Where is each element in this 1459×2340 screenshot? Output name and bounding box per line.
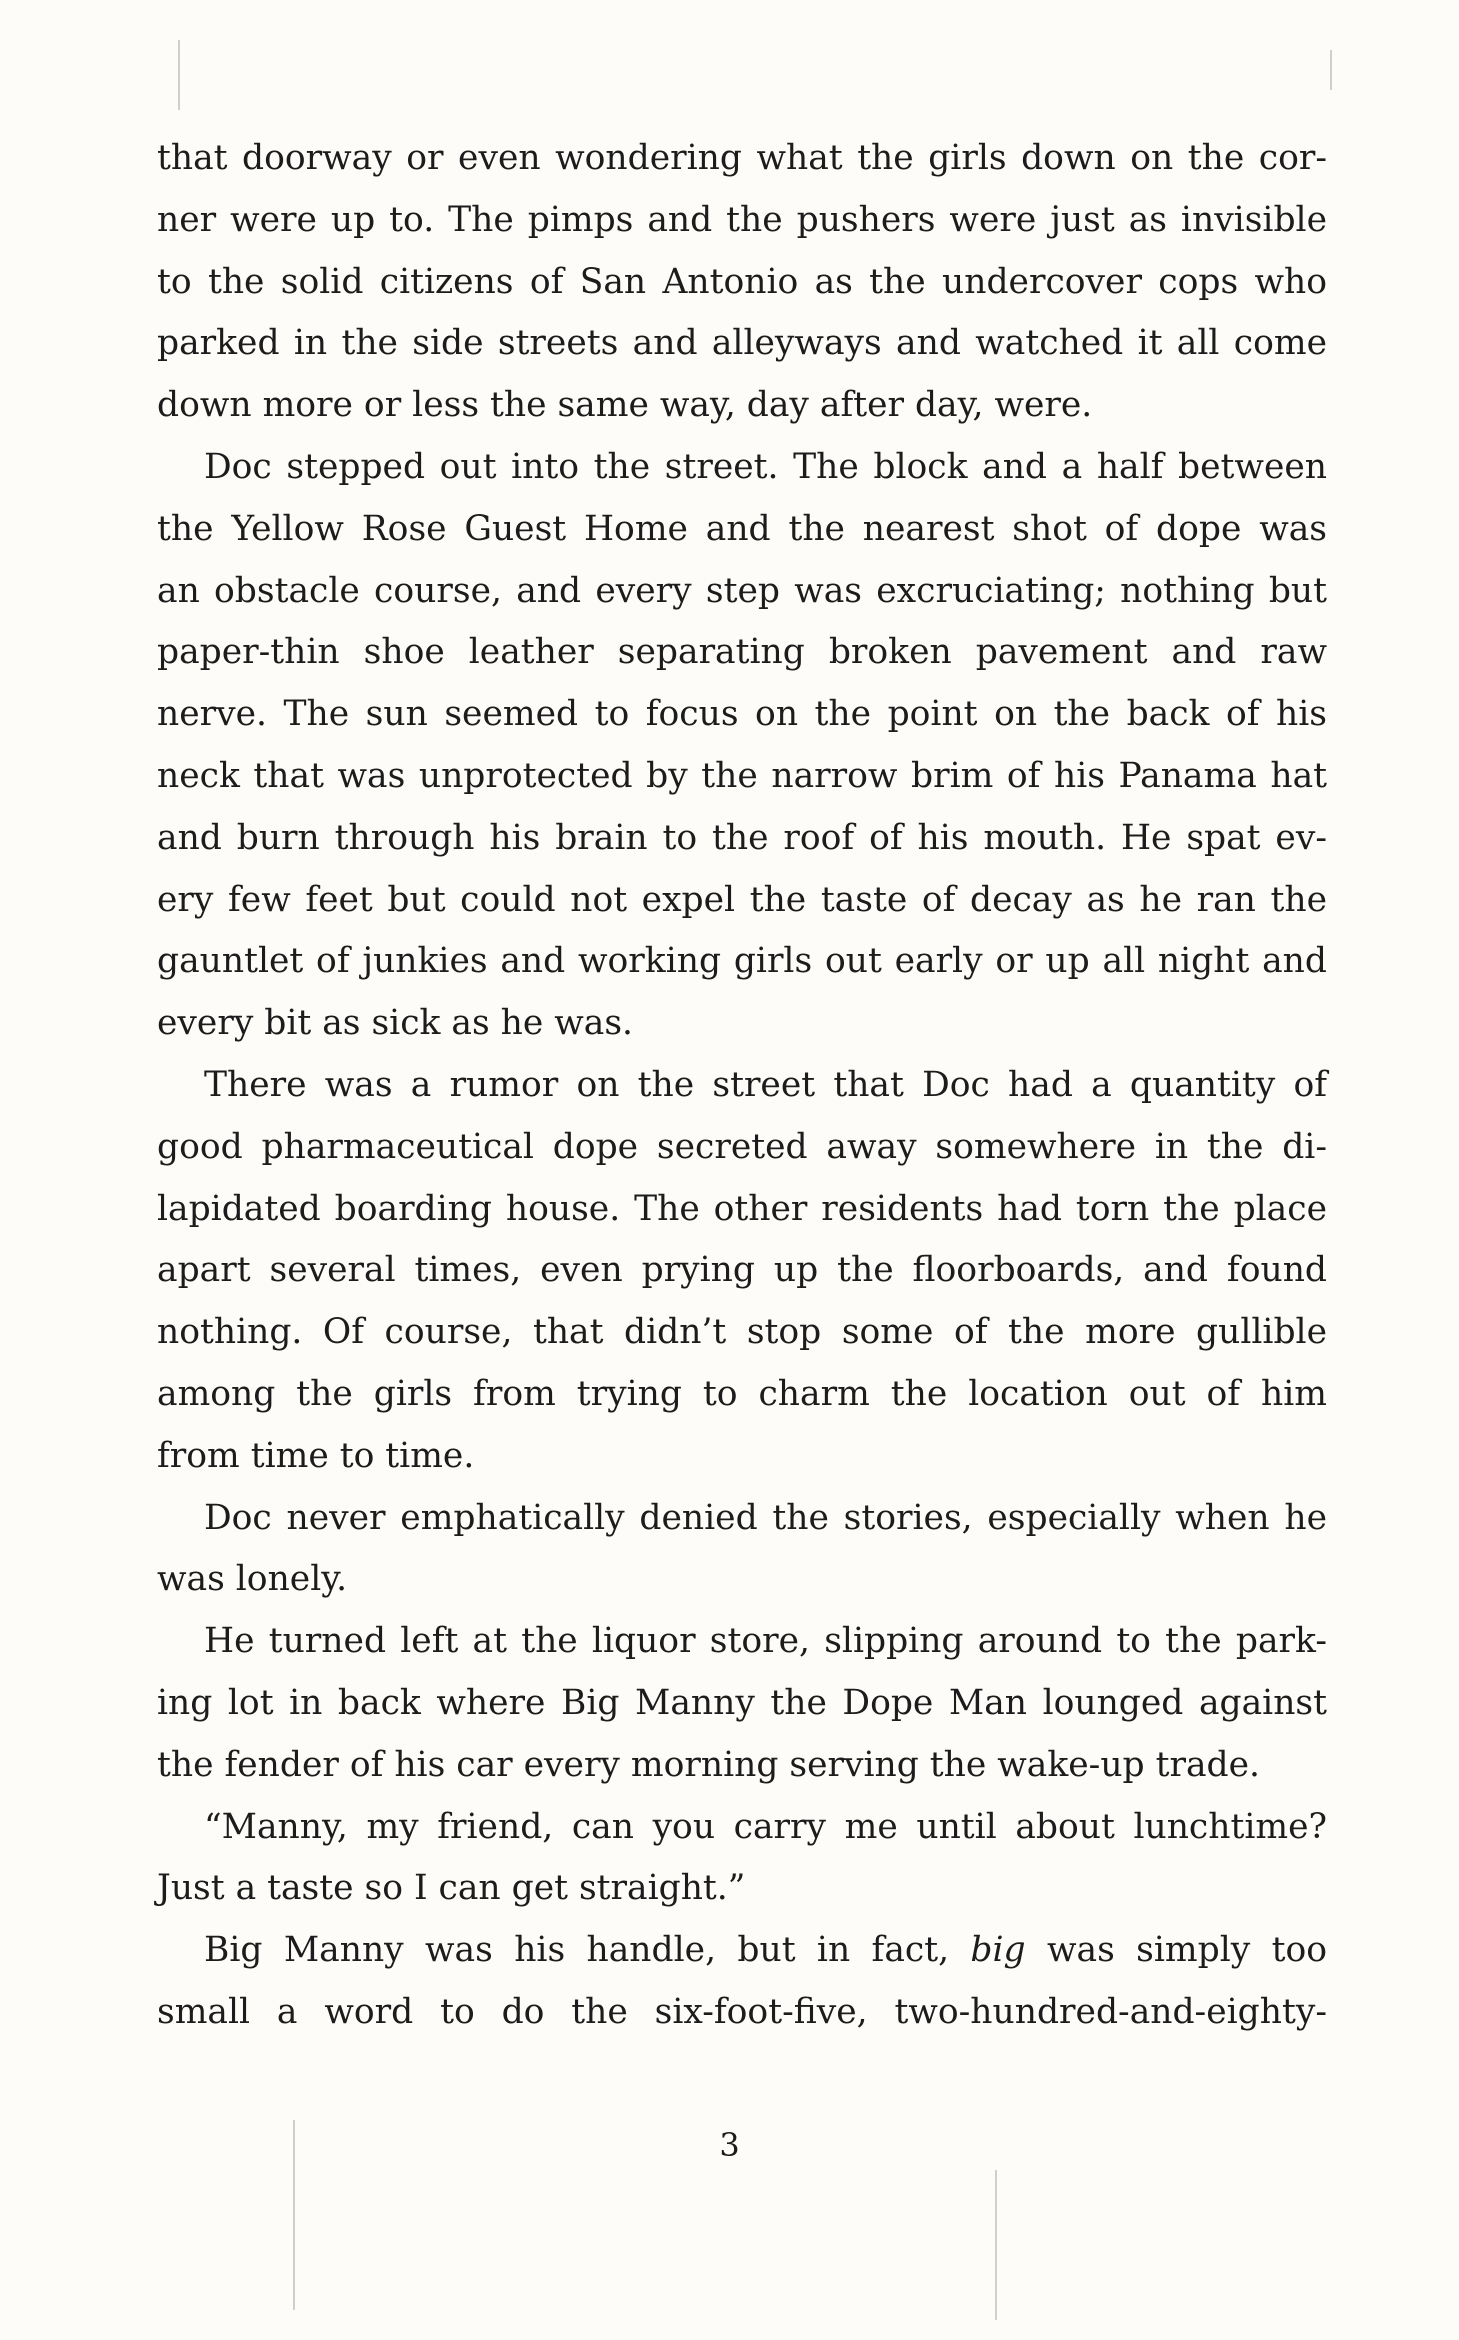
text-line: the fender of his car every morning serving the wake-up trade. xyxy=(157,1744,1261,1785)
text-line: lapidated boarding house. The other residents had torn the place xyxy=(157,1188,1327,1229)
text-line: every bit as sick as he was. xyxy=(157,1003,634,1044)
page-number: 3 xyxy=(719,2126,740,2164)
text-line: parked in the side streets and alleyways and watched it all come xyxy=(157,323,1327,364)
text-line: the Yellow Rose Guest Home and the nearest shot of dope was xyxy=(157,508,1327,549)
text-run: Big Manny was his handle, but in fact, xyxy=(204,1930,971,1971)
paragraph xyxy=(157,128,1327,437)
text-line: was lonely. xyxy=(157,1559,348,1600)
text-line: “Manny, my friend, can you carry me until about lunchtime? xyxy=(204,1806,1327,1847)
text-line: Doc never emphatically denied the stories, especially when he xyxy=(204,1497,1327,1538)
paragraph xyxy=(157,1920,1327,2044)
paragraph xyxy=(157,1611,1327,1796)
text-line: He turned left at the liquor store, slipping around to the park- xyxy=(204,1621,1327,1662)
paragraph xyxy=(157,437,1327,1055)
text-line: an obstacle course, and every step was excruciating; nothing but xyxy=(157,570,1327,611)
text-line: paper-thin shoe leather separating broken pavement and raw xyxy=(157,632,1327,673)
body-text xyxy=(157,128,1327,2044)
text-line: good pharmaceutical dope secreted away somewhere in the di- xyxy=(157,1126,1327,1167)
text-run: was simply too xyxy=(1025,1930,1327,1971)
text-line: Doc stepped out into the street. The block and a half between xyxy=(204,446,1327,487)
paragraph xyxy=(157,1055,1327,1488)
text-line: neck that was unprotected by the narrow brim of his Panama hat xyxy=(157,755,1327,796)
text-line: from time to time. xyxy=(157,1435,475,1476)
text-line: ing lot in back where Big Manny the Dope Man lounged against xyxy=(157,1682,1327,1723)
text-line: small a word to do the six-foot-five, two-hundred-and-eighty- xyxy=(157,1991,1327,2032)
text-line: down more or less the same way, day after day, were. xyxy=(157,385,1093,426)
paragraph xyxy=(157,1488,1327,1612)
text-line xyxy=(157,1920,1327,1982)
scan-artifact-center-bottom xyxy=(995,2170,997,2320)
text-line: Just a taste so I can get straight.” xyxy=(157,1868,746,1909)
text-line: among the girls from trying to charm the location out of him xyxy=(157,1373,1327,1414)
text-line: to the solid citizens of San Antonio as the undercover cops who xyxy=(157,261,1327,302)
text-line: ner were up to. The pimps and the pushers were just as invisible xyxy=(157,199,1327,240)
italic-word: big xyxy=(970,1930,1026,1971)
text-line: apart several times, even prying up the floorboards, and found xyxy=(157,1250,1327,1291)
text-line: nerve. The sun seemed to focus on the point on the back of his xyxy=(157,694,1327,735)
text-line: that doorway or even wondering what the girls down on the cor- xyxy=(157,138,1327,178)
text-line: and burn through his brain to the roof of his mouth. He spat ev- xyxy=(157,817,1327,858)
paragraph xyxy=(157,1797,1327,1921)
text-line: There was a rumor on the street that Doc had a quantity of xyxy=(204,1064,1327,1105)
scan-artifact-left-top xyxy=(178,40,180,110)
text-line: ery few feet but could not expel the taste of decay as he ran the xyxy=(157,879,1327,920)
text-line: gauntlet of junkies and working girls out early or up all night and xyxy=(157,941,1327,982)
scan-artifact-right-top xyxy=(1330,50,1332,90)
text-line: nothing. Of course, that didn’t stop some of the more gullible xyxy=(157,1312,1327,1353)
